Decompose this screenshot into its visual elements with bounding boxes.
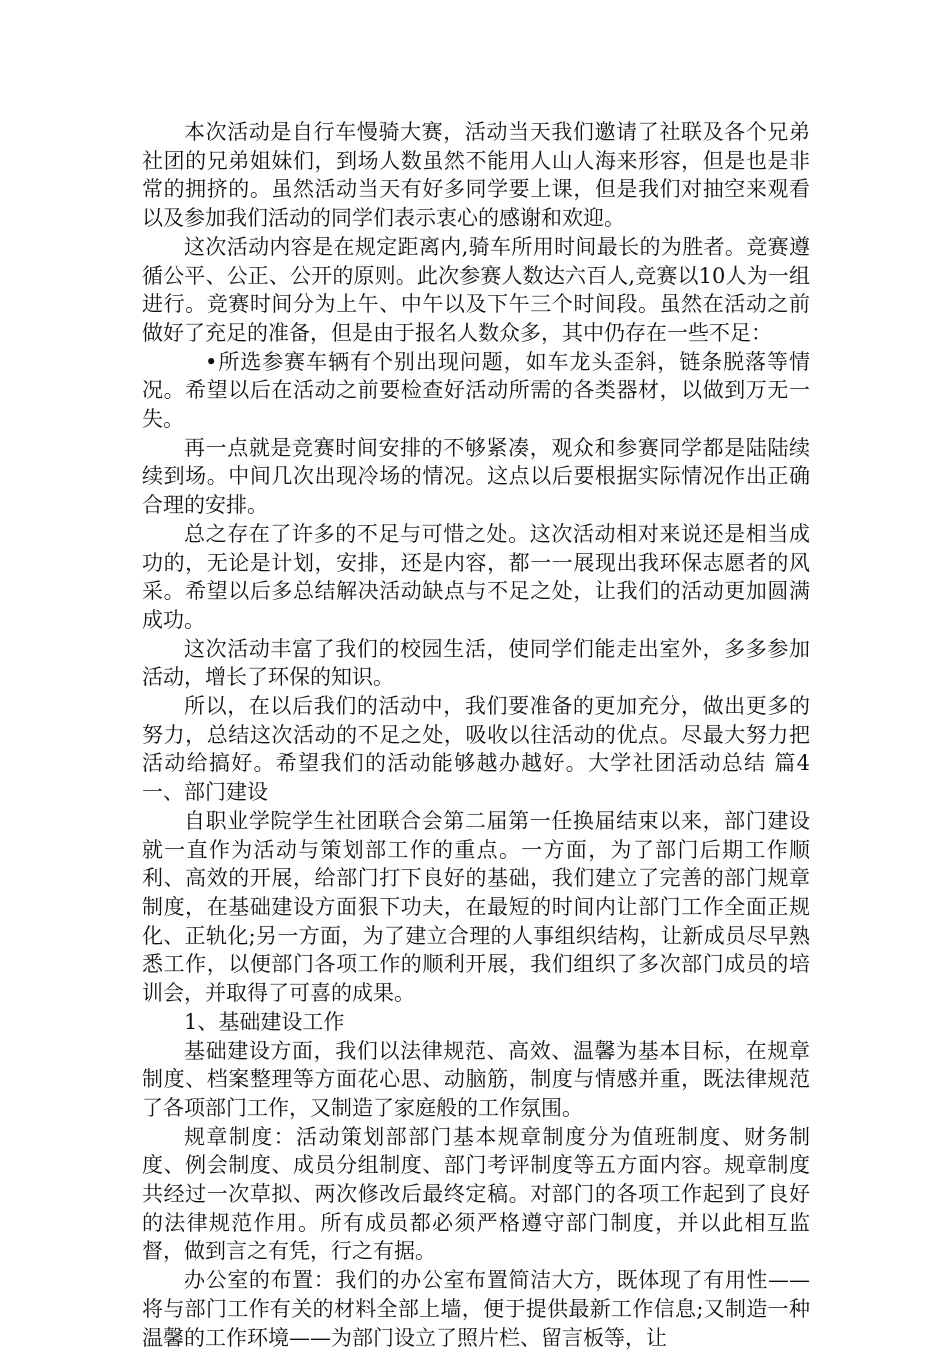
paragraph-rules: 规章制度：活动策划部部门基本规章制度分为值班制度、财务制度、例会制度、成员分组制度、部门考评制度等五方面内容。规章制度共经过一次草拟、两次修改后最终定稿。对部门的各项工作起到了良好的法律规范作用。所有成员都必须严格遵守部门制度，并以此相互监督，做到言之有凭，行之有据。 [142, 1124, 810, 1264]
paragraph-future-plan: 所以，在以后我们的活动中，我们要准备的更加充分，做出更多的努力，总结这次活动的不足之处，吸收以往活动的优点。尽最大努力把活动给搞好。希望我们的活动能够越办越好。大学社团活动总结 篇4一、部门建设 [142, 694, 810, 805]
paragraph-bullet-bike-issues: •所选参赛车辆有个别出现问题，如车龙头歪斜，链条脱落等情况。希望以后在活动之前要检查好活动所需的各类器材，以做到万无一失。 [142, 349, 810, 432]
section-heading-infrastructure: 1、基础建设工作 [184, 1009, 345, 1034]
paragraph-event-intro: 本次活动是自行车慢骑大赛，活动当天我们邀请了社联及各个兄弟社团的兄弟姐妹们，到场人数虽然不能用人山人海来形容，但是也是非常的拥挤的。虽然活动当天有好多同学要上课，但是我们对抽空来观看以及参加我们活动的同学们表示衷心的感谢和欢迎。 [142, 120, 810, 231]
paragraph-department-building: 自职业学院学生社团联合会第二届第一任换届结束以来，部门建设就一直作为活动与策划部工作的重点。一方面，为了部门后期工作顺利、高效的开展，给部门打下良好的基础，我们建立了完善的部门规章制度，在基础建设方面狠下功夫，在最短的时间内让部门工作全面正规化、正轨化;另一方面，为了建立合理的人事组织结构，让新成员尽早熟悉工作，以便部门各项工作的顺利开展，我们组织了多次部门成员的培训会，并取得了可喜的成果。 [142, 808, 810, 1006]
paragraph-schedule-issue: 再一点就是竞赛时间安排的不够紧凑，观众和参赛同学都是陆陆续续到场。中间几次出现冷场的情况。这点以后要根据实际情况作出正确合理的安排。 [142, 435, 810, 518]
paragraph-infrastructure: 基础建设方面，我们以法律规范、高效、温馨为基本目标，在规章制度、档案整理等方面花心思、动脑筋，制度与情感并重，既法律规范了各项部门工作，又制造了家庭般的工作氛围。 [142, 1038, 810, 1120]
paragraph-campus-life: 这次活动丰富了我们的校园生活，使同学们能走出室外，多多参加活动，增长了环保的知识。 [142, 636, 810, 690]
paragraph-event-content: 这次活动内容是在规定距离内,骑车所用时间最长的为胜者。竞赛遵循公平、公正、公开的原则。此次参赛人数达六百人,竞赛以10人为一组进行。竞赛时间分为上午、中午以及下午三个时间段。虽然在活动之前做好了充足的准备，但是由于报名人数众多，其中仍存在一些不足： [142, 234, 810, 345]
document-page [142, 118, 810, 1352]
paragraph-office-layout: 办公室的布置：我们的办公室布置简洁大方，既体现了有用性——将与部门工作有关的材料全部上墙，便于提供最新工作信息;又制造一种温馨的工作环境——为部门设立了照片栏、留言板等，让 [142, 1268, 810, 1350]
paragraph-summary: 总之存在了许多的不足与可惜之处。这次活动相对来说还是相当成功的，无论是计划，安排，还是内容，都一一展现出我环保志愿者的风采。希望以后多总结解决活动缺点与不足之处，让我们的活动更加圆满成功。 [142, 521, 810, 632]
